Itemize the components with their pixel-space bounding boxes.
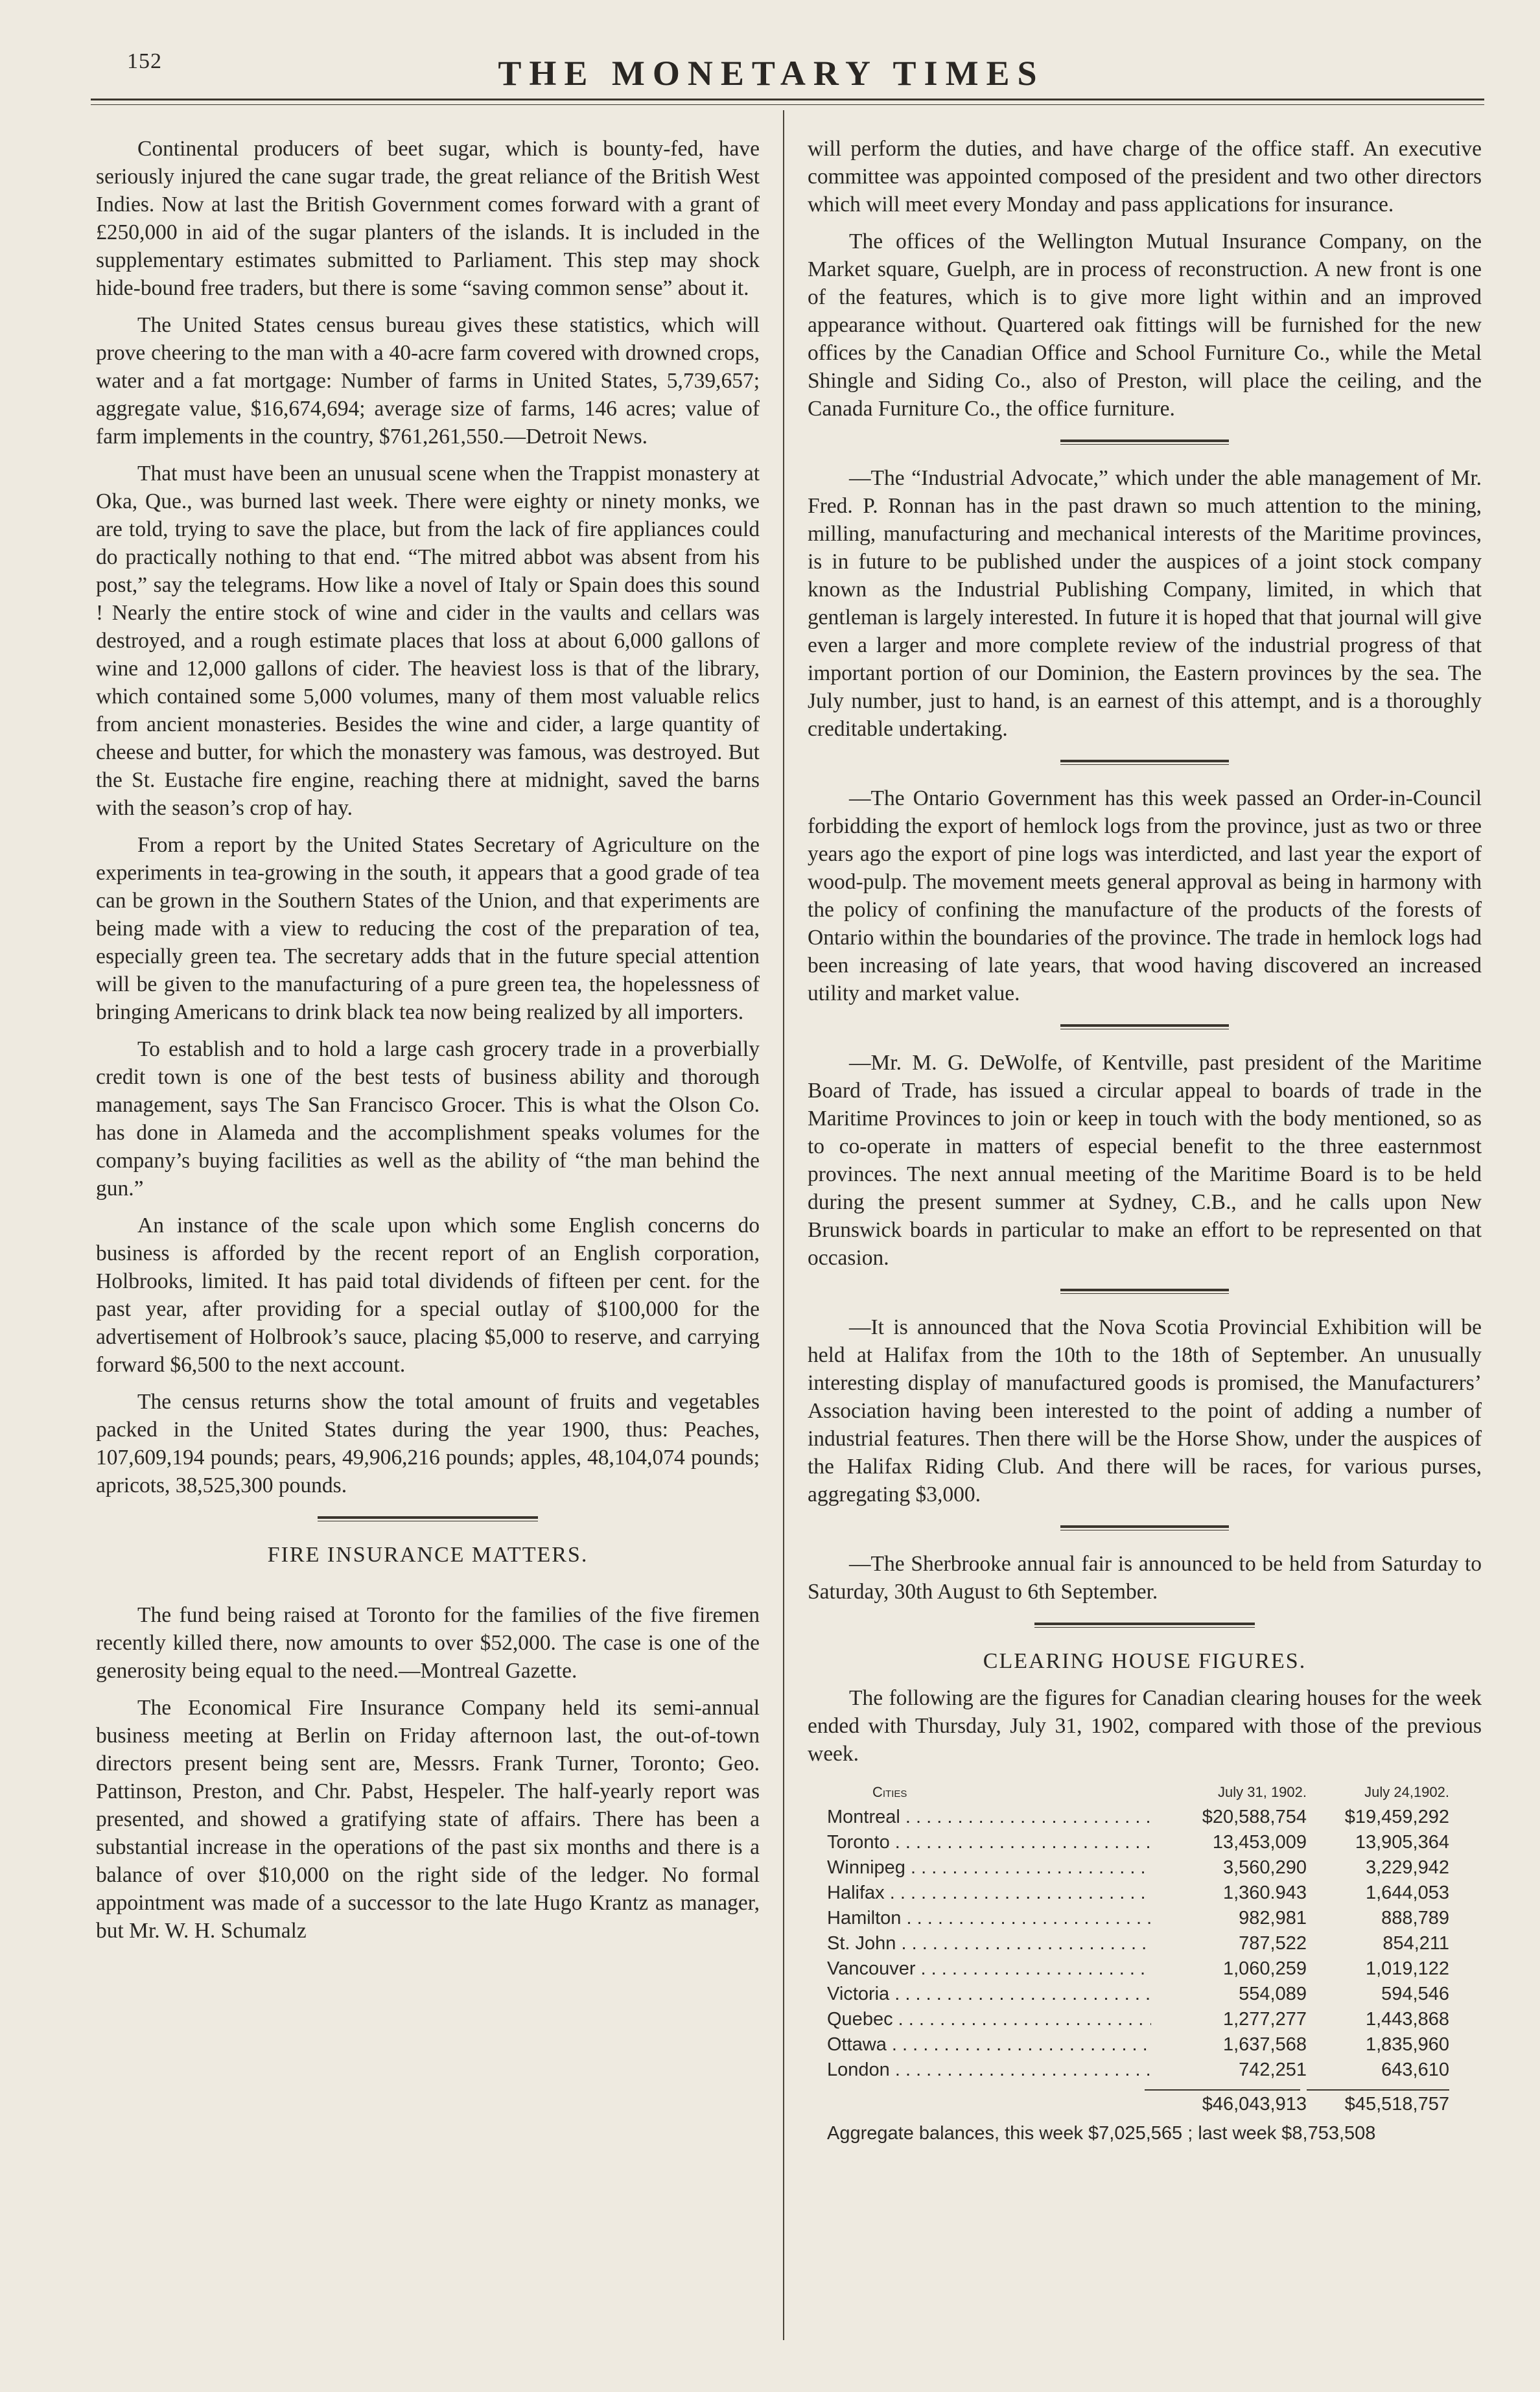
previous-value: 13,905,364 [1355,1832,1449,1853]
paragraph: —It is announced that the Nova Scotia Provincial Exhibition will be held at Halifax from the 10th to the 18th of September. An unusually interesting display of manufactured goods is promised, the Manufacturers’ Association having been interested to the point of adding a number of industrial features. Then there will be the Horse Show, under the auspices of the Halifax Riding Club. And there will be races, for various purses, aggregating $3,000. [808,1315,1482,1507]
table-row [827,1931,1449,1956]
table-header [827,1779,1449,1805]
left-column [96,135,760,1954]
paragraph: The census returns show the total amount of fruits and vegetables packed in the United States during the year 1900, thus: Peaches, 107,609,194 pounds; pears, 49,906,216 pounds; apples, 48,104,074 pounds; apricots, 38,525,300 pounds. [96,1390,760,1497]
masthead-rule [91,99,1484,105]
total-previous: $45,518,757 [1344,2094,1449,2115]
total-rule [827,2089,1449,2091]
clearing-intro: The following are the figures for Canadian clearing houses for the week ended with Thursday, July 31, 1902, compared with those of the previous week. [808,1686,1482,1766]
section-separator [318,1516,538,1521]
previous-value: $19,459,292 [1344,1807,1449,1827]
column-divider [783,110,784,2340]
table-row [827,1805,1449,1830]
city-name: Ottawa . . . [827,2032,1151,2058]
city-name: St. John . . . [827,1931,1151,1956]
city-name: Toronto . . . [827,1830,1151,1855]
paragraph: The Economical Fire Insurance Company held its semi-annual business meeting at Berlin on Friday afternoon last, the out-of-town directors present being sent are, Messrs. Frank Turner, Toronto; Geo. Pattinson, Preston, and Chr. Pabst, Hespeler. The half-yearly report was presented, and showed a gratifying state of affairs. There has been a substantial increase in the operations of the past six months and there is a balance of over $10,000 on the right side of the ledger. No formal appointment was made of a successor to the late Hugo Krantz as manager, but Mr. W. H. Schumalz [96,1696,760,1943]
previous-value: 643,610 [1381,2059,1449,2080]
clearing-house-title: CLEARING HOUSE FIGURES. [983,1649,1307,1673]
current-value: 554,089 [1239,1984,1307,2004]
paragraph: To establish and to hold a large cash grocery trade in a proverbially credit town is one of the best tests of business ability and thorough management, says The San Francisco Grocer. This is what the Olson Co. has done in Alameda and the accomplishment speaks volumes for the company’s buying facilities as well as the ability of “the man behind the gun.” [96,1037,760,1201]
paragraph: —Mr. M. G. DeWolfe, of Kentville, past president of the Maritime Board of Trade, has issued a circular appeal to boards of trade in the Maritime Provinces to join or keep in touch with the body mentioned, so as to co-operate in matters of especial benefit to the three easternmost provinces. The next annual meeting of the Maritime Board is to be held during the present summer at Sydney, C.B., and he calls upon New Brunswick boards in particular to make an effort to be represented on that occasion. [808,1051,1482,1270]
item-separator [1060,1024,1229,1029]
fire-insurance-title: FIRE INSURANCE MATTERS. [267,1543,589,1567]
section-separator [1034,1623,1255,1628]
aggregate-balances: Aggregate balances, this week $7,025,565 ; last week $8,753,508 [827,2123,1376,2144]
previous-value: 1,644,053 [1365,1882,1449,1903]
table-row [827,1956,1449,1982]
item-separator [1060,1525,1229,1530]
current-value: 982,981 [1239,1908,1307,1929]
paragraph: That must have been an unusual scene when the Trappist monastery at Oka, Que., was burned last week. There were eighty or ninety monks, we are told, trying to save the place, but from the lack of fire appliances could do practically nothing to that end. “The mitred abbot was absent from his post,” say the telegrams. How like a novel of Italy or Spain does this sound ! Nearly the entire stock of wine and cider in the vaults and cellars was destroyed, and a rough estimate places that loss at about 6,000 gallons of wine and 12,000 gallons of cider. The heaviest loss is that of the library, which contained some 5,000 volumes, many of them most valuable relics from ancient monasteries. Besides the wine and cider, a large quantity of cheese and butter, for which the monastery was famous, was destroyed. But the St. Eustache fire engine, reaching there at midnight, saved the barns with the season’s crop of hay. [96,462,760,820]
right-column [808,135,1482,2146]
city-name: London . . . [827,2058,1151,2083]
current-value: 1,360.943 [1222,1882,1307,1903]
paragraph: The fund being raised at Toronto for the families of the five firemen recently killed there, now amounts to over $52,000. The case is one of the generosity being equal to the need.—Montreal Gazette. [96,1603,760,1683]
city-name: Winnipeg . . . [827,1855,1151,1881]
previous-value: 1,443,868 [1365,2009,1449,2030]
previous-value: 888,789 [1381,1908,1449,1929]
table-row [827,2007,1449,2032]
paragraph: From a report by the United States Secretary of Agriculture on the experiments in tea-growing in the south, it appears that a good grade of tea can be grown in the Southern States of the Union, and that experiments are being made with a view to reducing the cost of the preparation of tea, especially green tea. The secretary adds that in the future special attention will be given to the manufacturing of a pure green tea, the hopelessness of bringing Americans to drink black tea now being realized by all importers. [96,833,760,1024]
city-name: Hamilton . . . [827,1906,1151,1931]
table-row [827,1881,1449,1906]
table-row [827,1830,1449,1855]
current-value: 787,522 [1239,1933,1307,1954]
masthead: THE MONETARY TIMES [498,54,1045,93]
table-row [827,1855,1449,1881]
paragraph: —The Sherbrooke annual fair is announced to be held from Saturday to Saturday, 30th August to 6th September. [808,1552,1482,1604]
previous-value: 594,546 [1381,1984,1449,2004]
header-col-current: July 31, 1902. [1218,1784,1307,1800]
paragraph: —The “Industrial Advocate,” which under the able management of Mr. Fred. P. Ronnan has in the past drawn so much attention to the mining, milling, manufacturing and mechanical interests of the Maritime provinces, is in future to be published under the auspices of a joint stock company known as the Industrial Publishing Company, limited, in which that gentleman is largely interested. In future it is hoped that that journal will give even a larger and more complete review of the industrial progress of that important portion of our Dominion, the Eastern provinces by the sea. The July number, just to hand, is an earnest of this attempt, and is a thoroughly creditable undertaking. [808,466,1482,741]
city-name: Quebec . . . [827,2007,1151,2032]
current-value: 742,251 [1239,2059,1307,2080]
header-col-previous: July 24,1902. [1364,1784,1449,1800]
paragraph: The United States census bureau gives these statistics, which will prove cheering to the man with a 40-acre farm covered with drowned crops, water and a fat mortgage: Number of farms in United States, 5,739,657; aggregate value, $16,674,694; average size of farms, 146 acres; value of farm implements in the country, $761,261,550.—Detroit News. [96,313,760,449]
previous-value: 3,229,942 [1365,1857,1449,1878]
city-name: Vancouver . . . [827,1956,1151,1982]
page-number: 152 [127,49,162,73]
previous-value: 1,835,960 [1365,2034,1449,2055]
city-name: Victoria . . . [827,1982,1151,2007]
previous-value: 854,211 [1382,1933,1449,1954]
current-value: 1,060,259 [1222,1958,1307,1979]
table-row [827,2058,1449,2083]
item-separator [1060,1289,1229,1294]
paragraph: —The Ontario Government has this week passed an Order-in-Council forbidding the export of hemlock logs from the province, just as two or three years ago the export of pine logs was interdicted, and last year the export of wood-pulp. The movement meets general approval as being in harmony with the policy of confining the manufacture of the products of the forests of Ontario within the boundaries of the province. The trade in hemlock logs had been increasing of late years, that wood having discovered an increased utility and market value. [808,786,1482,1005]
city-name: Halifax . . . [827,1881,1151,1906]
current-value: 3,560,290 [1222,1857,1307,1878]
table-row [827,2032,1449,2058]
current-value: 1,637,568 [1222,2034,1307,2055]
header-cities: Cities [872,1784,907,1800]
current-value: 13,453,009 [1212,1832,1307,1853]
item-separator [1060,440,1229,445]
table-row [827,1906,1449,1931]
previous-value: 1,019,122 [1365,1958,1449,1979]
clearing-house-table [827,1779,1449,2146]
total-row [827,2092,1449,2117]
item-separator [1060,760,1229,765]
paragraph: An instance of the scale upon which some English concerns do business is afforded by the recent report of an English corporation, Holbrooks, limited. It has paid total dividends of fifteen per cent. for the past year, after providing for a special outlay of $100,000 for the advertisement of Holbrook’s sauce, placing $5,000 to reserve, and carrying forward $6,500 to the next account. [96,1214,760,1377]
paragraph: The offices of the Wellington Mutual Insurance Company, on the Market square, Guelph, are in process of reconstruction. A new front is one of the features, which is to give more light within and an improved appearance without. Quartered oak fittings will be furnished for the new offices by the Canadian Office and School Furniture Co., while the Metal Shingle and Siding Co., also of Preston, will place the ceiling, and the Canada Furniture Co., the office furniture. [808,229,1482,421]
city-name: Montreal . . . [827,1805,1151,1830]
current-value: $20,588,754 [1202,1807,1307,1827]
paragraph: Continental producers of beet sugar, which is bounty-fed, have seriously injured the cane sugar trade, the great reliance of the British West Indies. Now at last the British Government comes forward with a grant of £250,000 in aid of the sugar planters of the islands. It is included in the supplementary estimates submitted to Parliament. This step may shock hide-bound free traders, but there is some “saving common sense” about it. [96,137,760,300]
total-current: $46,043,913 [1202,2094,1307,2115]
table-row [827,1982,1449,2007]
paragraph: will perform the duties, and have charge of the office staff. An executive committee was appointed composed of the president and two other directors which will meet every Monday and pass applications for insurance. [808,137,1482,217]
current-value: 1,277,277 [1222,2009,1307,2030]
